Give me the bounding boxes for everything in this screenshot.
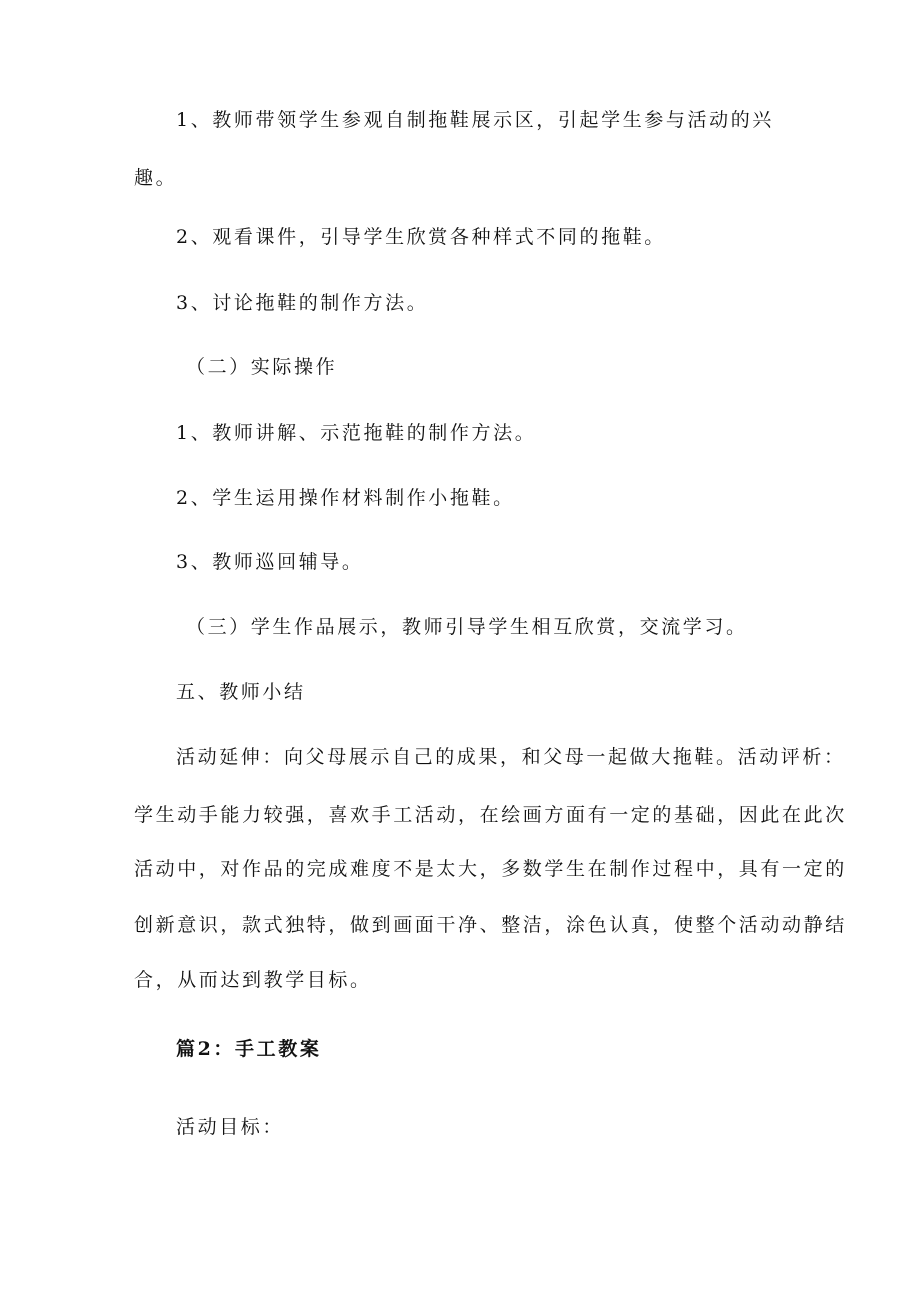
list-item: 2、学生运用操作材料制作小拖鞋。 [176,487,515,509]
paragraph-line: 学生动手能力较强，喜欢手工活动，在绘画方面有一定的基础，因此在此次 [134,804,847,826]
paragraph-line: 创新意识，款式独特，做到画面干净、整洁，涂色认真，使整个活动动静结 [134,914,847,936]
article-title: 篇2：手工教案 [176,1038,322,1060]
paragraph-line: 活动延伸：向父母展示自己的成果，和父母一起做大拖鞋。活动评析： [176,746,846,768]
section-heading: 活动目标： [176,1116,285,1138]
paragraph-line: 合，从而达到教学目标。 [134,969,372,991]
section-heading: （三）学生作品展示，教师引导学生相互欣赏，交流学习。 [186,616,748,638]
section-heading: 五、教师小结 [176,681,306,703]
list-item: 3、教师巡回辅导。 [176,551,364,573]
paragraph-line: 活动中，对作品的完成难度不是太大，多数学生在制作过程中，具有一定的 [134,858,847,880]
paragraph-line: 1、教师带领学生参观自制拖鞋展示区，引起学生参与活动的兴 [176,109,774,131]
list-item: 2、观看课件，引导学生欣赏各种样式不同的拖鞋。 [176,226,666,248]
paragraph-line: 趣。 [134,167,178,189]
list-item: 3、讨论拖鞋的制作方法。 [176,292,429,314]
section-heading: （二）实际操作 [186,356,338,378]
list-item: 1、教师讲解、示范拖鞋的制作方法。 [176,422,537,444]
